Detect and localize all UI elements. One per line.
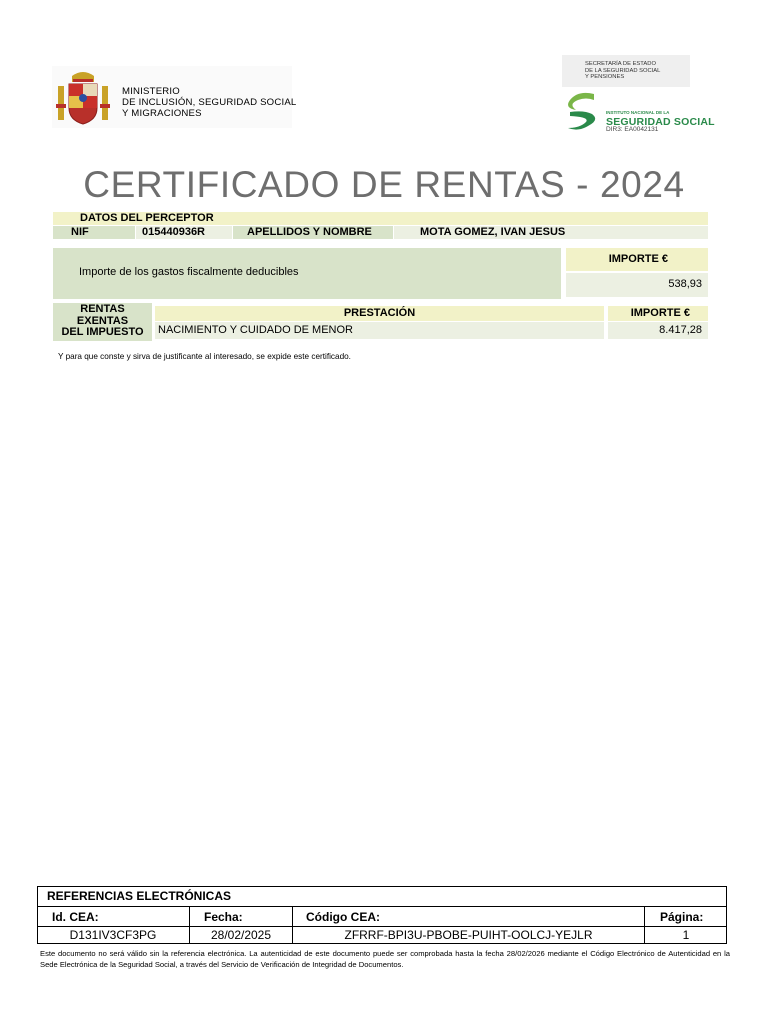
secretaria-line-1: SECRETARÍA DE ESTADO — [585, 61, 656, 67]
gastos-importe-value: 538,93 — [668, 278, 702, 290]
seguridad-social-logo-icon — [564, 90, 600, 132]
rentas-line-1: RENTAS — [80, 303, 125, 315]
gastos-importe-label: IMPORTE € — [608, 253, 668, 265]
ref-divider-top — [37, 906, 727, 907]
codigo-cea-label: Código CEA: — [306, 910, 380, 924]
referencias-title: REFERENCIAS ELECTRÓNICAS — [47, 889, 232, 903]
prestacion-header: PRESTACIÓN — [155, 306, 604, 321]
ministry-line-2: DE INCLUSIÓN, SEGURIDAD SOCIAL — [122, 97, 297, 108]
dir3-code: DIR3: EA0042131 — [606, 126, 659, 133]
rentas-line-3: DEL IMPUESTO — [61, 326, 144, 338]
rentas-importe-cell — [608, 322, 708, 339]
secretaria-text — [585, 61, 660, 81]
instituto-name: SEGURIDAD SOCIAL — [606, 116, 715, 128]
gastos-importe-cell — [566, 273, 708, 297]
secretaria-line-3: Y PENSIONES — [585, 74, 625, 81]
name-label: APELLIDOS Y NOMBRE — [233, 226, 393, 239]
fecha-value: 28/02/2025 — [210, 928, 272, 942]
codigo-cea-value: ZFRRF-BPI3U-PBOBE-PUIHT-OOLCJ-YEJLR — [344, 928, 593, 942]
fecha-label: Fecha: — [204, 910, 243, 924]
rentas-importe-label: IMPORTE € — [630, 307, 690, 319]
instituto-label: INSTITUTO NACIONAL DE LA — [606, 110, 670, 115]
id-cea-value: D131IV3CF3PG — [69, 928, 157, 942]
ministry-name — [122, 86, 296, 119]
ministry-line-3: Y MIGRACIONES — [122, 108, 202, 119]
prestacion-cell — [155, 322, 604, 339]
pagina-value: 1 — [682, 928, 690, 942]
rentas-line-2: EXENTAS — [76, 314, 129, 327]
id-cea-label: Id. CEA: — [52, 910, 99, 924]
perceptor-row — [53, 226, 708, 239]
secretaria-line-2: DE LA SEGURIDAD SOCIAL — [585, 67, 661, 74]
perceptor-header: DATOS DEL PERCEPTOR — [80, 212, 214, 224]
rentas-importe-value: 8.417,28 — [659, 324, 702, 336]
nif-value: 015440936R — [136, 226, 232, 239]
pagina-label: Página: — [660, 910, 704, 924]
page-title: CERTIFICADO DE RENTAS - 2024 — [83, 164, 685, 205]
ministry-line-1: MINISTERIO — [122, 86, 180, 97]
name-value: MOTA GOMEZ, IVAN JESUS — [394, 226, 708, 239]
disclaimer-text: Este documento no será válido sin la referencia electrónica. La autenticidad de este documento puede ser comprobada hasta la fecha 28/02/2026 mediante el Código Electrónico de Autenticidad en la Sede Electrónica de la Seguridad Social, a través del Servicio de Verificación de Integridad de Documentos. — [40, 949, 730, 969]
rentas-importe-header — [608, 306, 708, 321]
prestacion-value: NACIMIENTO Y CUIDADO DE MENOR — [158, 324, 353, 336]
rentas-exentas-label — [53, 303, 152, 341]
coat-of-arms-icon — [54, 68, 112, 126]
gastos-label: Importe de los gastos fiscalmente deducibles — [79, 266, 299, 278]
gastos-importe-header — [566, 248, 708, 271]
certification-note: Y para que conste y sirva de justificante al interesado, se expide este certificado. — [58, 352, 351, 361]
nif-label: NIF — [53, 226, 135, 239]
